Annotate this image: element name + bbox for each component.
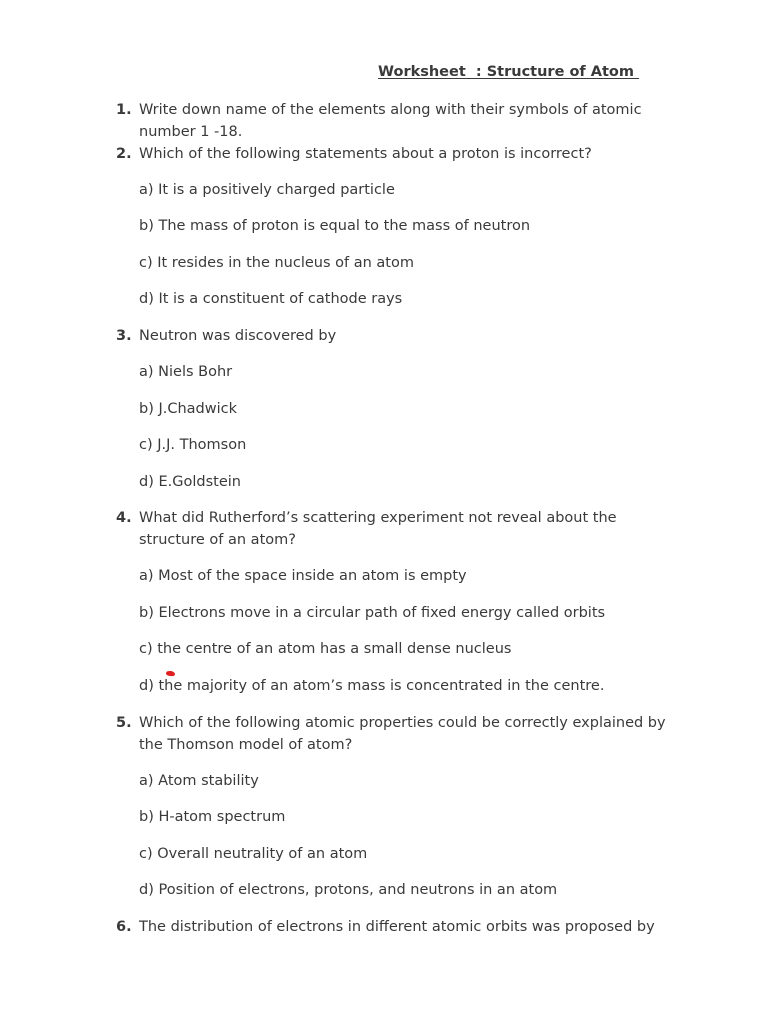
answer-option: c) Overall neutrality of an atom — [139, 846, 368, 862]
answer-option: a) Niels Bohr — [139, 364, 233, 380]
question-2 — [116, 143, 676, 165]
question-number: 4. — [116, 510, 132, 526]
answer-option: c) the centre of an atom has a small dense nucleus — [139, 641, 512, 657]
answer-option: a) Atom stability — [139, 773, 259, 789]
answer-option: c) J.J. Thomson — [139, 437, 247, 453]
question-text: The distribution of electrons in different atomic orbits was proposed by — [139, 919, 655, 935]
answer-option: b) J.Chadwick — [139, 401, 238, 417]
question-number: 1. — [116, 102, 132, 118]
answer-option: b) H-atom spectrum — [139, 809, 286, 825]
answer-option: d) It is a constituent of cathode rays — [139, 291, 403, 307]
question-number: 6. — [116, 919, 132, 935]
answer-option: b) The mass of proton is equal to the mass of neutron — [139, 218, 531, 234]
question-number: 5. — [116, 715, 132, 731]
question-text: Write down name of the elements along with their symbols of atomic number 1 -18. — [139, 102, 642, 140]
question-5 — [116, 712, 676, 756]
question-text: Which of the following statements about a proton is incorrect? — [139, 146, 592, 162]
answer-option: d) E.Goldstein — [139, 474, 241, 490]
question-6 — [116, 916, 676, 938]
answer-option: a) Most of the space inside an atom is empty — [139, 568, 467, 584]
answer-option: b) Electrons move in a circular path of fixed energy called orbits — [139, 605, 606, 621]
question-number: 2. — [116, 146, 132, 162]
question-4 — [116, 507, 676, 551]
worksheet-title: Worksheet : Structure of Atom — [378, 64, 640, 80]
question-text: Which of the following atomic properties could be correctly explained by the Thomson model of atom? — [139, 715, 666, 753]
answer-option: a) It is a positively charged particle — [139, 182, 395, 198]
question-3 — [116, 325, 676, 347]
question-number: 3. — [116, 328, 132, 344]
question-text: What did Rutherford’s scattering experiment not reveal about the structure of an atom? — [139, 510, 617, 548]
answer-option: d) Position of electrons, protons, and neutrons in an atom — [139, 882, 558, 898]
answer-option: c) It resides in the nucleus of an atom — [139, 255, 414, 271]
answer-option: d) the majority of an atom’s mass is concentrated in the centre. — [139, 678, 605, 694]
question-1 — [116, 99, 676, 143]
question-text: Neutron was discovered by — [139, 328, 337, 344]
